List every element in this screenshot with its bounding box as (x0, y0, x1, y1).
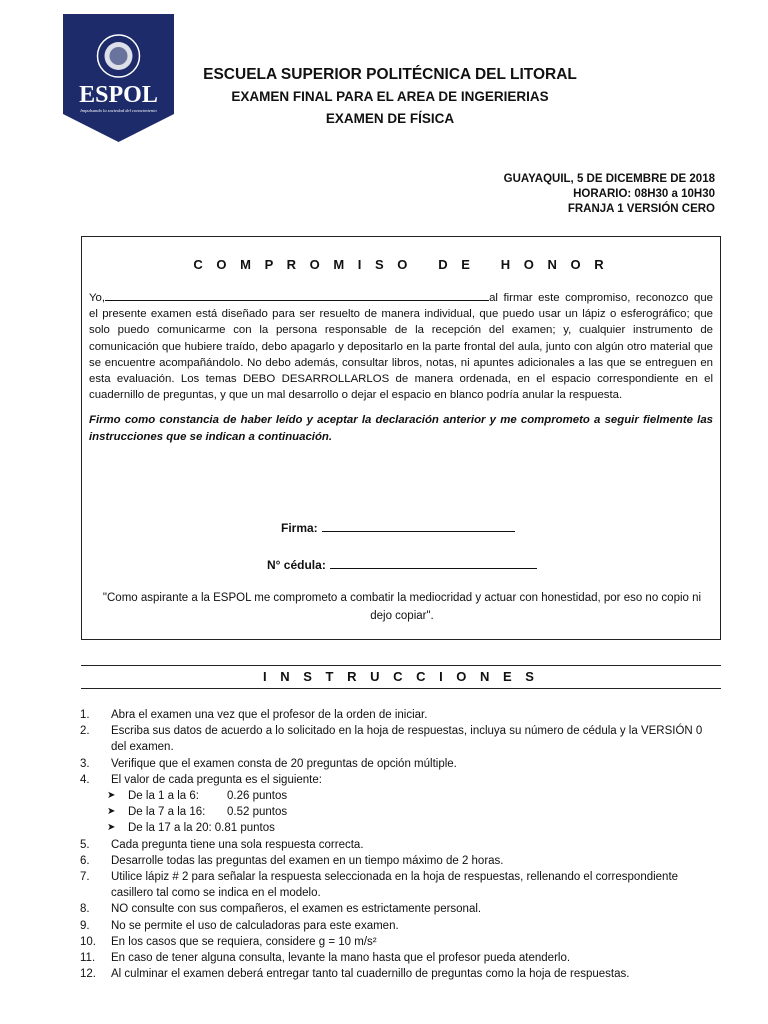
honor-declaration: Firmo como constancia de haber leído y aceptar la declaración anterior y me comprometo a seguir fielmente las instrucciones que se indican a continuación. (89, 414, 713, 443)
exam-subject: EXAMEN DE FÍSICA (325, 111, 455, 126)
espol-logo (63, 14, 174, 142)
list-item: 11. En caso de tener alguna consulta, levante la mano hasta que el profesor pueda atenderlo. (80, 952, 571, 965)
value-row: ➤ De la 1 a la 6: 0.26 puntos (80, 788, 720, 804)
list-item: 4. El valor de cada pregunta es el siguiente: (80, 773, 322, 786)
honor-quote: "Como aspirante a la ESPOL me comprometo a combatir la mediocridad y actuar con honestidad, por eso no copio ni dejo copiar". (102, 592, 702, 622)
cedula-field[interactable] (330, 556, 537, 569)
schedule: HORARIO: 08H30 a 10H30 (573, 188, 715, 200)
arrow-bullet-icon: ➤ (107, 822, 116, 834)
instructions-header (81, 665, 721, 689)
list-item: 9. No se permite el uso de calculadoras para este examen. (80, 919, 399, 932)
firma-line (281, 519, 515, 535)
list-item: 12. Al culminar el examen deberá entregar tanto tal cuadernillo de preguntas como la hoja de respuestas. (80, 968, 630, 981)
version: FRANJA 1 VERSIÓN CERO (567, 203, 715, 215)
list-item: 8. NO consulte con sus compañeros, el examen es estrictamente personal. (80, 903, 482, 916)
place-date: GUAYAQUIL, 5 DE DICEMBRE DE 2018 (503, 173, 715, 185)
instructions-title: I N S T R U C C I O N E S (263, 669, 539, 684)
honor-commitment-box (81, 236, 721, 640)
list-item: 3. Verifique que el examen consta de 20 preguntas de opción múltiple. (80, 757, 457, 770)
exam-title: EXAMEN FINAL PARA EL AREA DE INGERIERIAS (231, 89, 549, 104)
cedula-line (267, 556, 537, 572)
logo-text: ESPOL (79, 82, 158, 108)
yo-label: Yo, (89, 292, 106, 304)
exam-meta (504, 172, 715, 217)
value-row: ➤ De la 7 a la 16: 0.52 puntos (80, 804, 720, 820)
honor-text: al firmar este compromiso, reconozco que el presente examen está diseñado para ser resuelto de manera individual, que puedo usar un lápiz o esferográfico; que solo puedo comunicarme con la persona responsable de la recepción del examen; y, cualquier instrumento de comunicación que hubiere traído, debo apagarlo y depositarlo en la parte frontal del aula, junto con algún otro material que se encuentre acompañándolo. No debo además, consultar libros, notas, ni apuntes adicionales a las que se entreguen en esta evaluación. Los temas DEBO DESARROLLARLOS de manera ordenada, en el espacio correspondiente en el cuadernillo de preguntas, y que un mal desarrollo o dejar el espacio en blanco podría anular la respuesta. (89, 292, 713, 402)
list-item: 6. Desarrolle todas las preguntas del examen en un tiempo máximo de 2 horas. (80, 854, 504, 867)
exam-header (180, 66, 600, 126)
name-blank-field[interactable] (105, 289, 489, 301)
firma-label: Firma: (281, 521, 318, 535)
firma-field[interactable] (322, 519, 515, 532)
list-item: 2. Escriba sus datos de acuerdo a lo solicitado en la hoja de respuestas, incluya su número de cédula y la VERSIÓN 0 del examen. (80, 725, 703, 754)
honor-body (89, 289, 713, 454)
instructions-list (80, 707, 720, 982)
cedula-label: N° cédula: (267, 558, 326, 572)
logo-motto: Impulsando la sociedad del conocimiento (80, 108, 157, 113)
honor-paragraph (89, 289, 713, 403)
school-name: ESCUELA SUPERIOR POLITÉCNICA DEL LITORAL (203, 66, 577, 83)
value-row: ➤ De la 17 a la 20: 0.81 puntos (80, 820, 720, 836)
arrow-bullet-icon: ➤ (107, 806, 116, 818)
list-item: 5. Cada pregunta tiene una sola respuesta correcta. (80, 838, 364, 851)
list-item: 10. En los casos que se requiera, considere g = 10 m/s² (80, 935, 377, 948)
list-item: 1. Abra el examen una vez que el profesor de la orden de iniciar. (80, 709, 428, 721)
list-item: 7. Utilice lápiz # 2 para señalar la respuesta seleccionada en la hoja de respuestas, rellenando el correspondiente casillero tal como se indica en el modelo. (80, 871, 679, 900)
arrow-bullet-icon: ➤ (107, 790, 116, 802)
honor-title: C O M P R O M I S O D E H O N O R (193, 257, 609, 272)
